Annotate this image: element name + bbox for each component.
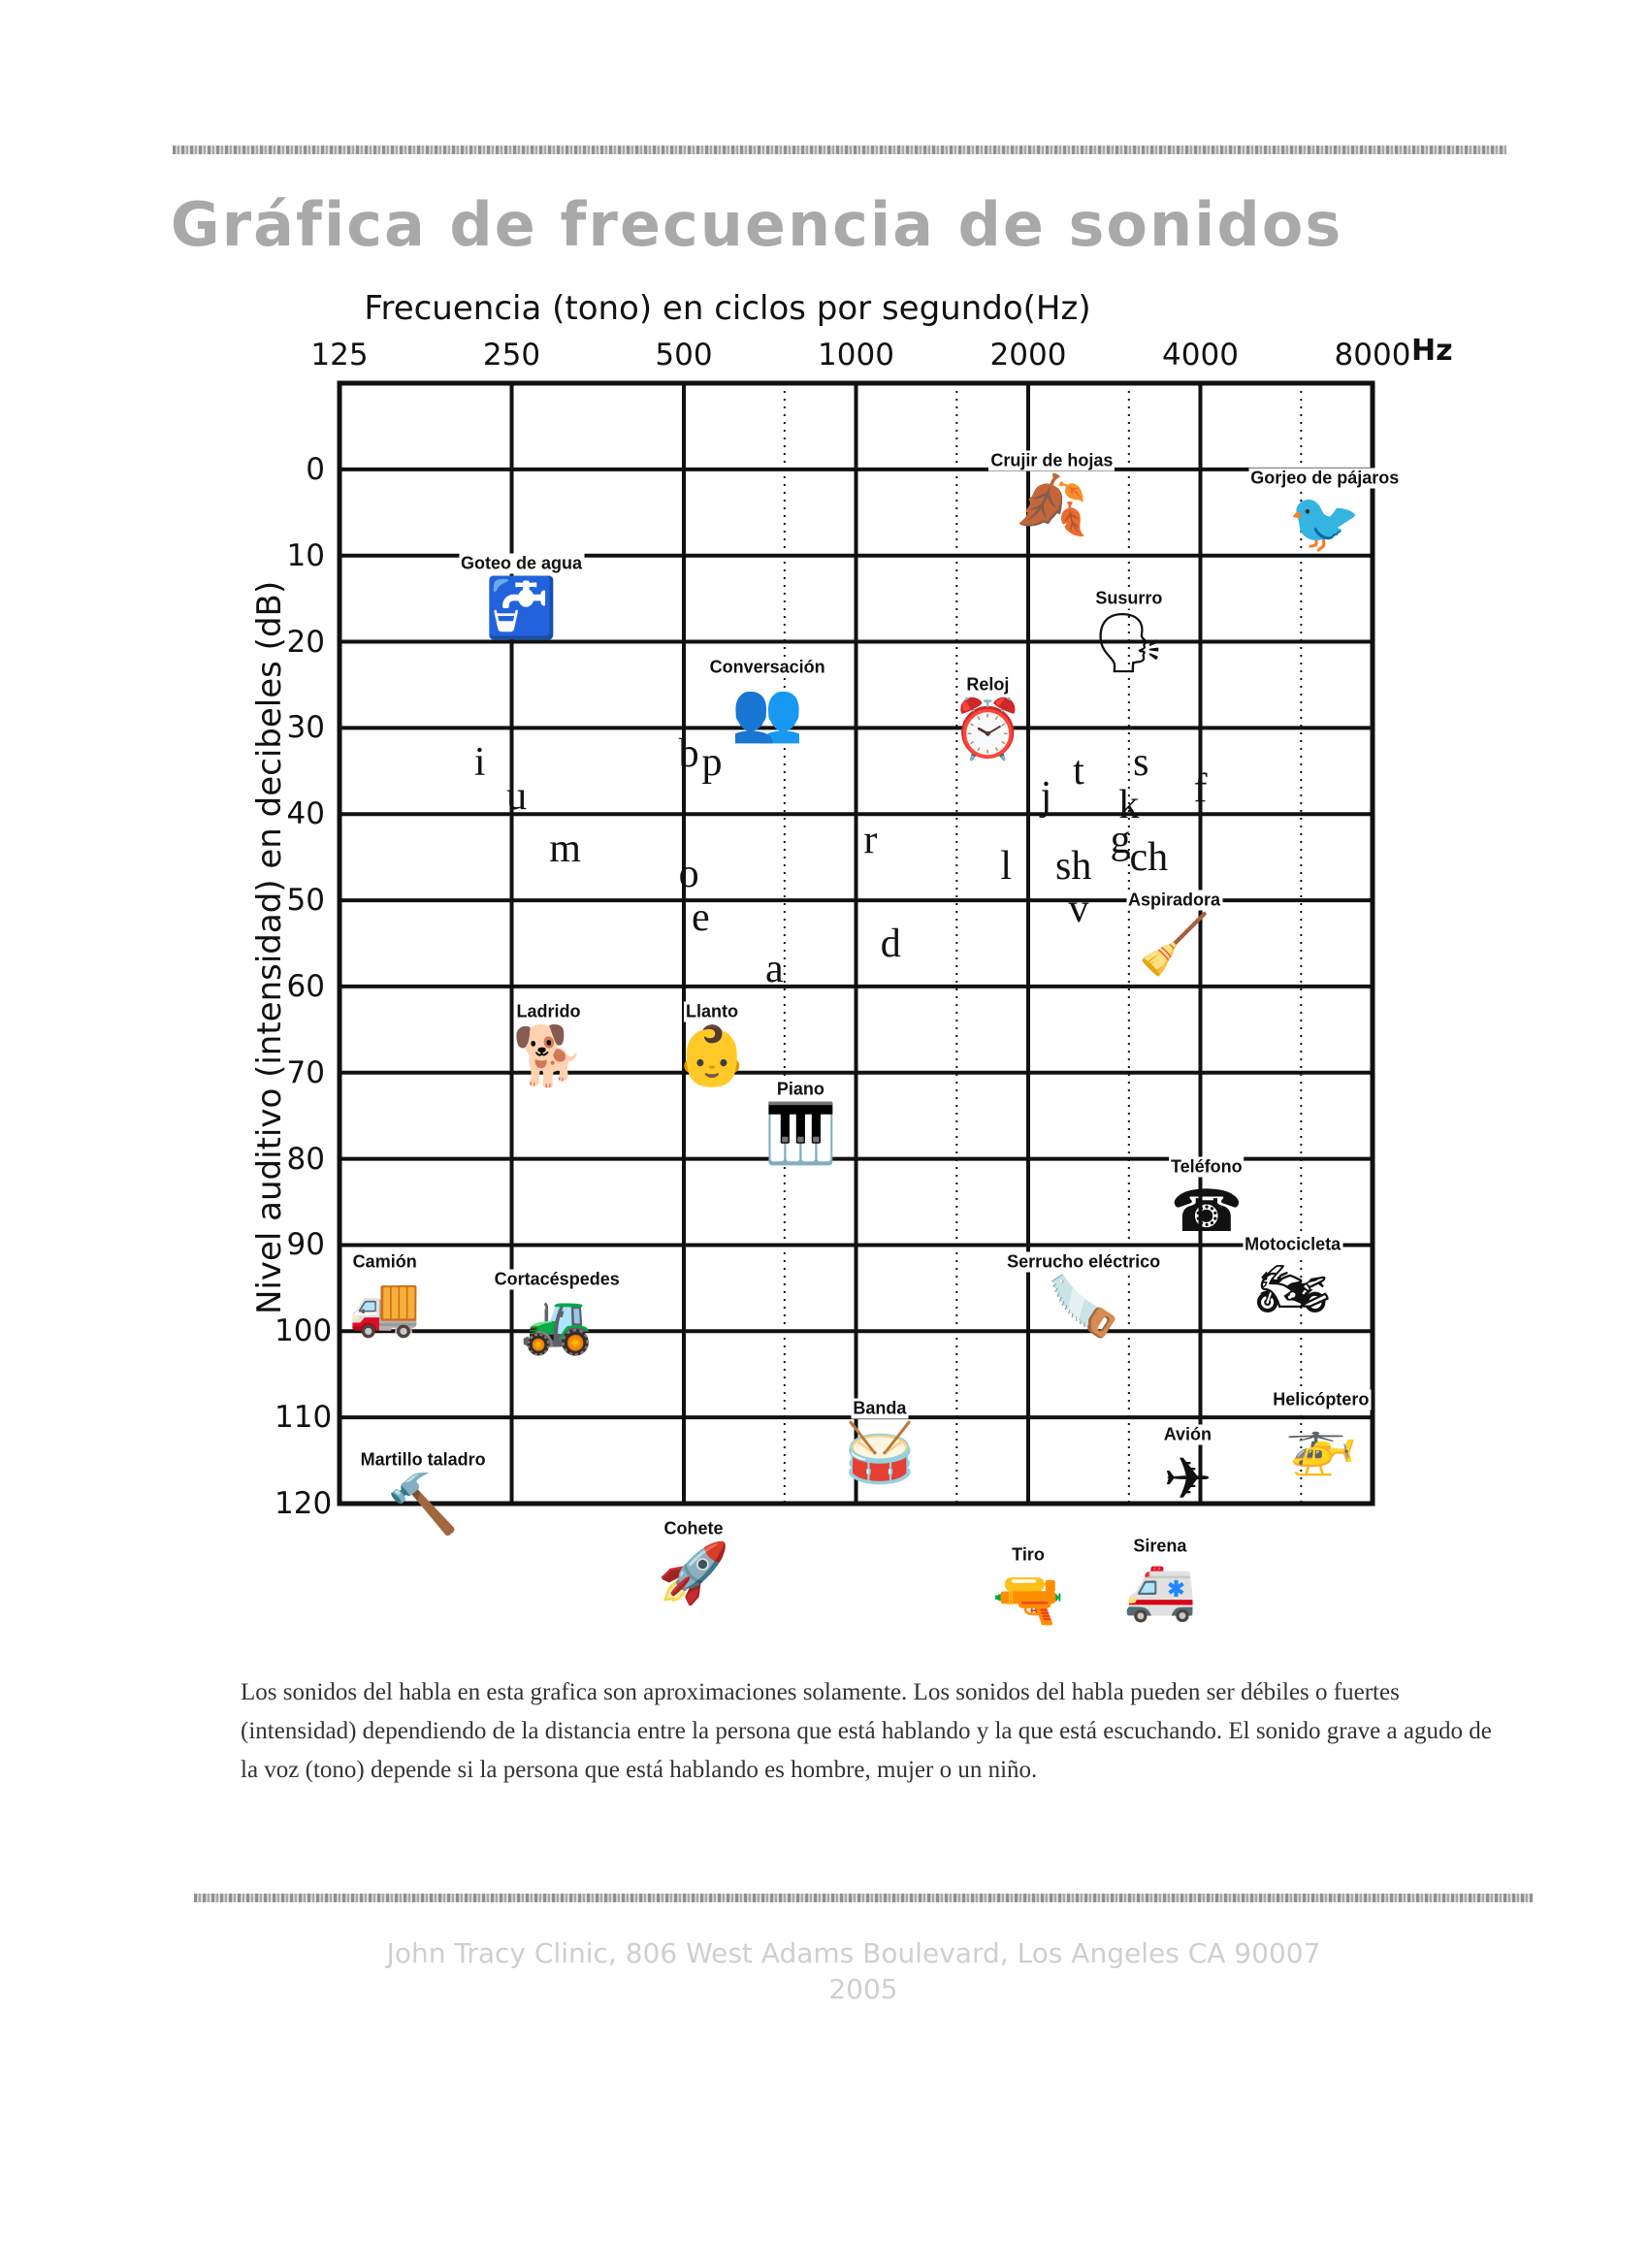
y-tick-label: 110 xyxy=(275,1400,333,1436)
y-tick-label: 20 xyxy=(286,624,325,660)
helicopter-icon: 🚁 xyxy=(1284,1410,1358,1479)
speech-sound-d: d xyxy=(880,921,901,966)
y-axis-label: Nivel auditivo (intensidad) en decibeles (dB) xyxy=(250,580,289,1314)
sound-item-label: Susurro xyxy=(1095,588,1163,608)
x-tick-label: 1000 xyxy=(818,338,894,373)
sound-item-label: Crujir de hojas xyxy=(990,450,1114,470)
speech-sound-s: s xyxy=(1133,739,1149,785)
sound-item-label: Conversación xyxy=(709,657,825,677)
conversation-icon: 👥 xyxy=(730,677,804,746)
y-tick-label: 80 xyxy=(286,1141,325,1177)
ambulance-icon: 🚑 xyxy=(1123,1557,1197,1626)
sound-item-label: Gorjeo de pájaros xyxy=(1250,468,1400,487)
speech-sound-e: e xyxy=(691,894,710,940)
x-tick-label: 2000 xyxy=(989,338,1067,373)
sound-item-label: Cortacéspedes xyxy=(494,1269,620,1289)
whisper-icon: 🗣 xyxy=(1091,608,1166,677)
sound-item-label: Helicóptero xyxy=(1273,1389,1370,1409)
birds-icon: 🐦 xyxy=(1288,488,1362,557)
vacuum-icon: 🧹 xyxy=(1138,910,1211,979)
speech-sound-u: u xyxy=(506,774,528,820)
x-tick-label: 8000 xyxy=(1334,338,1411,373)
sound-item-label: Motocicleta xyxy=(1245,1234,1342,1254)
y-tick-label: 30 xyxy=(286,710,325,746)
speech-sound-l: l xyxy=(1000,843,1013,889)
speech-sound-p: p xyxy=(701,739,723,785)
x-tick-label: 250 xyxy=(482,338,541,373)
sound-item-label: Goteo de agua xyxy=(461,553,583,573)
speech-sound-t: t xyxy=(1073,748,1084,794)
chainsaw-icon: 🪚 xyxy=(1047,1273,1120,1341)
explanatory-note: Los sonidos del habla en esta grafica son aproximaciones solamente. Los sonidos del habla pueden ser débiles o fuertes (intensidad) dependiendo de la distancia entre la persona que está hablando y la que está escuchando. El sonido grave a agudo de la voz (tono) depende si la persona que está hablando es hombre, mujer o un niño. xyxy=(241,1679,1492,1783)
y-tick-label: 120 xyxy=(275,1486,333,1521)
x-axis-unit: Hz xyxy=(1411,334,1453,368)
sound-item-label: Cohete xyxy=(663,1518,724,1539)
y-tick-label: 70 xyxy=(286,1054,325,1090)
clock-icon: ⏰ xyxy=(952,695,1024,763)
speech-sound-sh: sh xyxy=(1055,843,1092,889)
sound-item-label: Reloj xyxy=(966,674,1010,695)
sound-item-label: Llanto xyxy=(686,1001,739,1021)
speech-sound-i: i xyxy=(473,739,486,785)
rocket-icon: 🚀 xyxy=(657,1539,730,1608)
y-tick-label: 40 xyxy=(286,796,325,832)
sound-item-label: Banda xyxy=(853,1398,907,1418)
telephone-icon: ☎ xyxy=(1170,1178,1244,1247)
sound-item-label: Aspiradora xyxy=(1128,890,1221,910)
sound-item-label: Tiro xyxy=(1012,1544,1045,1565)
jackhammer-icon: 🔨 xyxy=(386,1471,460,1539)
leaves-icon: 🍂 xyxy=(1016,470,1088,539)
rifle-icon: 🔫 xyxy=(991,1566,1065,1635)
dog-icon: 🐕 xyxy=(512,1022,585,1091)
y-tick-label: 50 xyxy=(286,883,325,919)
speech-sound-b: b xyxy=(678,731,699,777)
y-tick-label: 90 xyxy=(286,1227,325,1263)
speech-sound-a: a xyxy=(765,947,784,992)
sound-item-label: Piano xyxy=(776,1079,824,1099)
lawnmower-icon: 🚜 xyxy=(520,1289,594,1358)
band-icon: 🥁 xyxy=(843,1419,917,1488)
speech-sound-j: j xyxy=(1040,774,1052,820)
chart-title: Gráfica de frecuencia de sonidos xyxy=(170,189,1343,260)
sound-item-label: Sirena xyxy=(1133,1536,1187,1556)
y-tick-label: 10 xyxy=(286,537,325,573)
speech-sound-k: k xyxy=(1118,783,1140,828)
sound-item-label: Serrucho eléctrico xyxy=(1007,1251,1161,1272)
airplane-icon: ✈ xyxy=(1163,1444,1212,1513)
speech-sound-g: g xyxy=(1110,817,1131,862)
bottom-divider xyxy=(194,1894,1533,1902)
sound-item-label: Ladrido xyxy=(516,1001,581,1021)
crying-baby-icon: 👶 xyxy=(675,1022,749,1091)
x-axis-label: Frecuencia (tono) en ciclos por segundo(Hz) xyxy=(364,289,1091,328)
motorcycle-icon: 🏍 xyxy=(1255,1255,1330,1324)
x-tick-label: 125 xyxy=(310,338,369,373)
speech-sound-m: m xyxy=(549,826,581,871)
speech-sound-r: r xyxy=(863,817,878,862)
faucet-icon: 🚰 xyxy=(485,574,558,643)
speech-sound-o: o xyxy=(678,852,699,897)
footer-address: John Tracy Clinic, 806 West Adams Boulevard, Los Angeles CA 90007 xyxy=(386,1937,1321,1969)
footer-year: 2005 xyxy=(828,1973,898,2005)
speech-sound-f: f xyxy=(1193,765,1208,811)
truck-icon: 🚚 xyxy=(348,1273,422,1341)
piano-icon: 🎹 xyxy=(763,1100,837,1169)
speech-sound-ch: ch xyxy=(1129,834,1169,880)
y-tick-label: 0 xyxy=(306,451,325,487)
x-tick-label: 500 xyxy=(655,338,713,373)
sound-item-label: Avión xyxy=(1163,1424,1212,1444)
sound-item-label: Camión xyxy=(352,1251,417,1272)
y-tick-label: 100 xyxy=(275,1313,333,1349)
x-tick-label: 4000 xyxy=(1162,338,1239,373)
speech-sound-v: v xyxy=(1068,886,1089,931)
y-tick-label: 60 xyxy=(286,968,325,1004)
sound-item-label: Martillo taladro xyxy=(360,1449,486,1470)
sound-item-label: Teléfono xyxy=(1170,1156,1243,1177)
